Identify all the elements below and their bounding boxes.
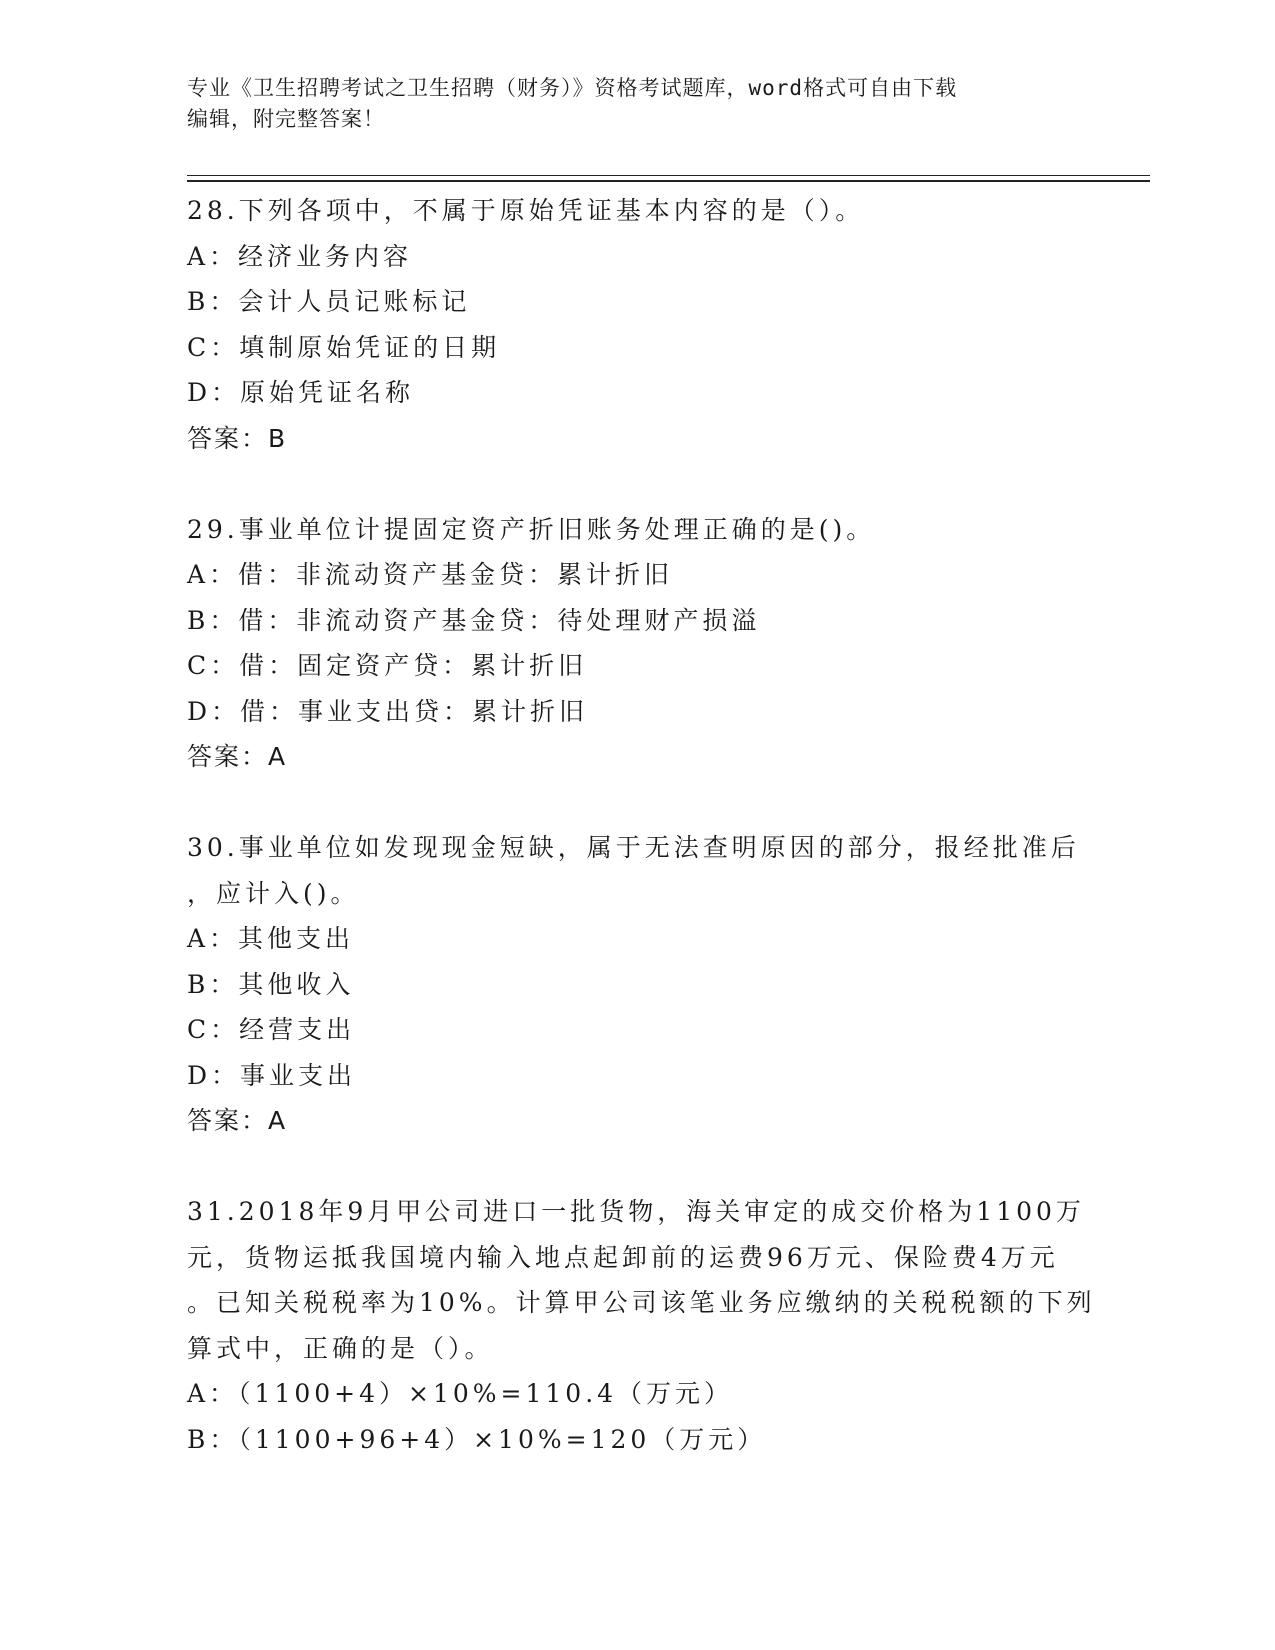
- question-31: [187, 1189, 1096, 1462]
- question-stem: 28.下列各项中，不属于原始凭证基本内容的是（）。: [187, 196, 865, 225]
- option-a: A：经济业务内容: [187, 241, 413, 271]
- question-stem-line-2: 元，货物运抵我国境内输入地点起卸前的运费96万元、保险费4万元: [187, 1242, 1059, 1272]
- answer: 答案：A: [187, 742, 288, 771]
- question-stem-line-2: ，应计入()。: [187, 878, 360, 908]
- option-c: C：经营支出: [187, 1015, 356, 1044]
- header-divider-thick: [187, 180, 1150, 182]
- question-stem-line-4: 算式中，正确的是（）。: [187, 1333, 494, 1363]
- question-list: [187, 188, 1096, 1462]
- question-stem-line-3: 。已知关税税率为10%。计算甲公司该笔业务应缴纳的关税税额的下列: [187, 1288, 1096, 1317]
- option-c: C：填制原始凭证的日期: [187, 332, 501, 362]
- document-header: [187, 73, 1087, 135]
- option-d: D：原始凭证名称: [187, 378, 415, 407]
- option-a: A：（1100+4）×10%=110.4（万元）: [187, 1379, 734, 1408]
- option-d: D：借：事业支出贷：累计折旧: [187, 696, 589, 726]
- header-line-1: 专业《卫生招聘考试之卫生招聘（财务）》资格考试题库，word格式可自由下载: [187, 76, 958, 100]
- question-28: [187, 188, 1067, 461]
- question-29: [187, 507, 1067, 780]
- header-line-2: 编辑，附完整答案！: [187, 107, 385, 131]
- option-b: B：借：非流动资产基金贷：待处理财产损溢: [187, 605, 761, 635]
- option-c: C：借：固定资产贷：累计折旧: [187, 651, 588, 680]
- option-d: D：事业支出: [187, 1060, 357, 1090]
- question-stem-line-1: 31.2018年9月甲公司进口一批货物，海关审定的成交价格为1100万: [187, 1197, 1085, 1226]
- question-stem: 29.事业单位计提固定资产折旧账务处理正确的是()。: [187, 514, 876, 544]
- answer: 答案：A: [187, 1106, 288, 1135]
- answer: 答案：B: [187, 423, 288, 453]
- option-b: B：（1100+96+4）×10%=120（万元）: [187, 1424, 767, 1454]
- question-30: [187, 825, 1080, 1144]
- option-a: A：借：非流动资产基金贷：累计折旧: [187, 560, 674, 589]
- option-a: A：其他支出: [187, 924, 355, 953]
- option-b: B：会计人员记账标记: [187, 287, 471, 316]
- question-stem-line-1: 30.事业单位如发现现金短缺，属于无法查明原因的部分，报经批准后: [187, 833, 1080, 862]
- header-divider: [187, 175, 1150, 176]
- option-b: B：其他收入: [187, 969, 355, 999]
